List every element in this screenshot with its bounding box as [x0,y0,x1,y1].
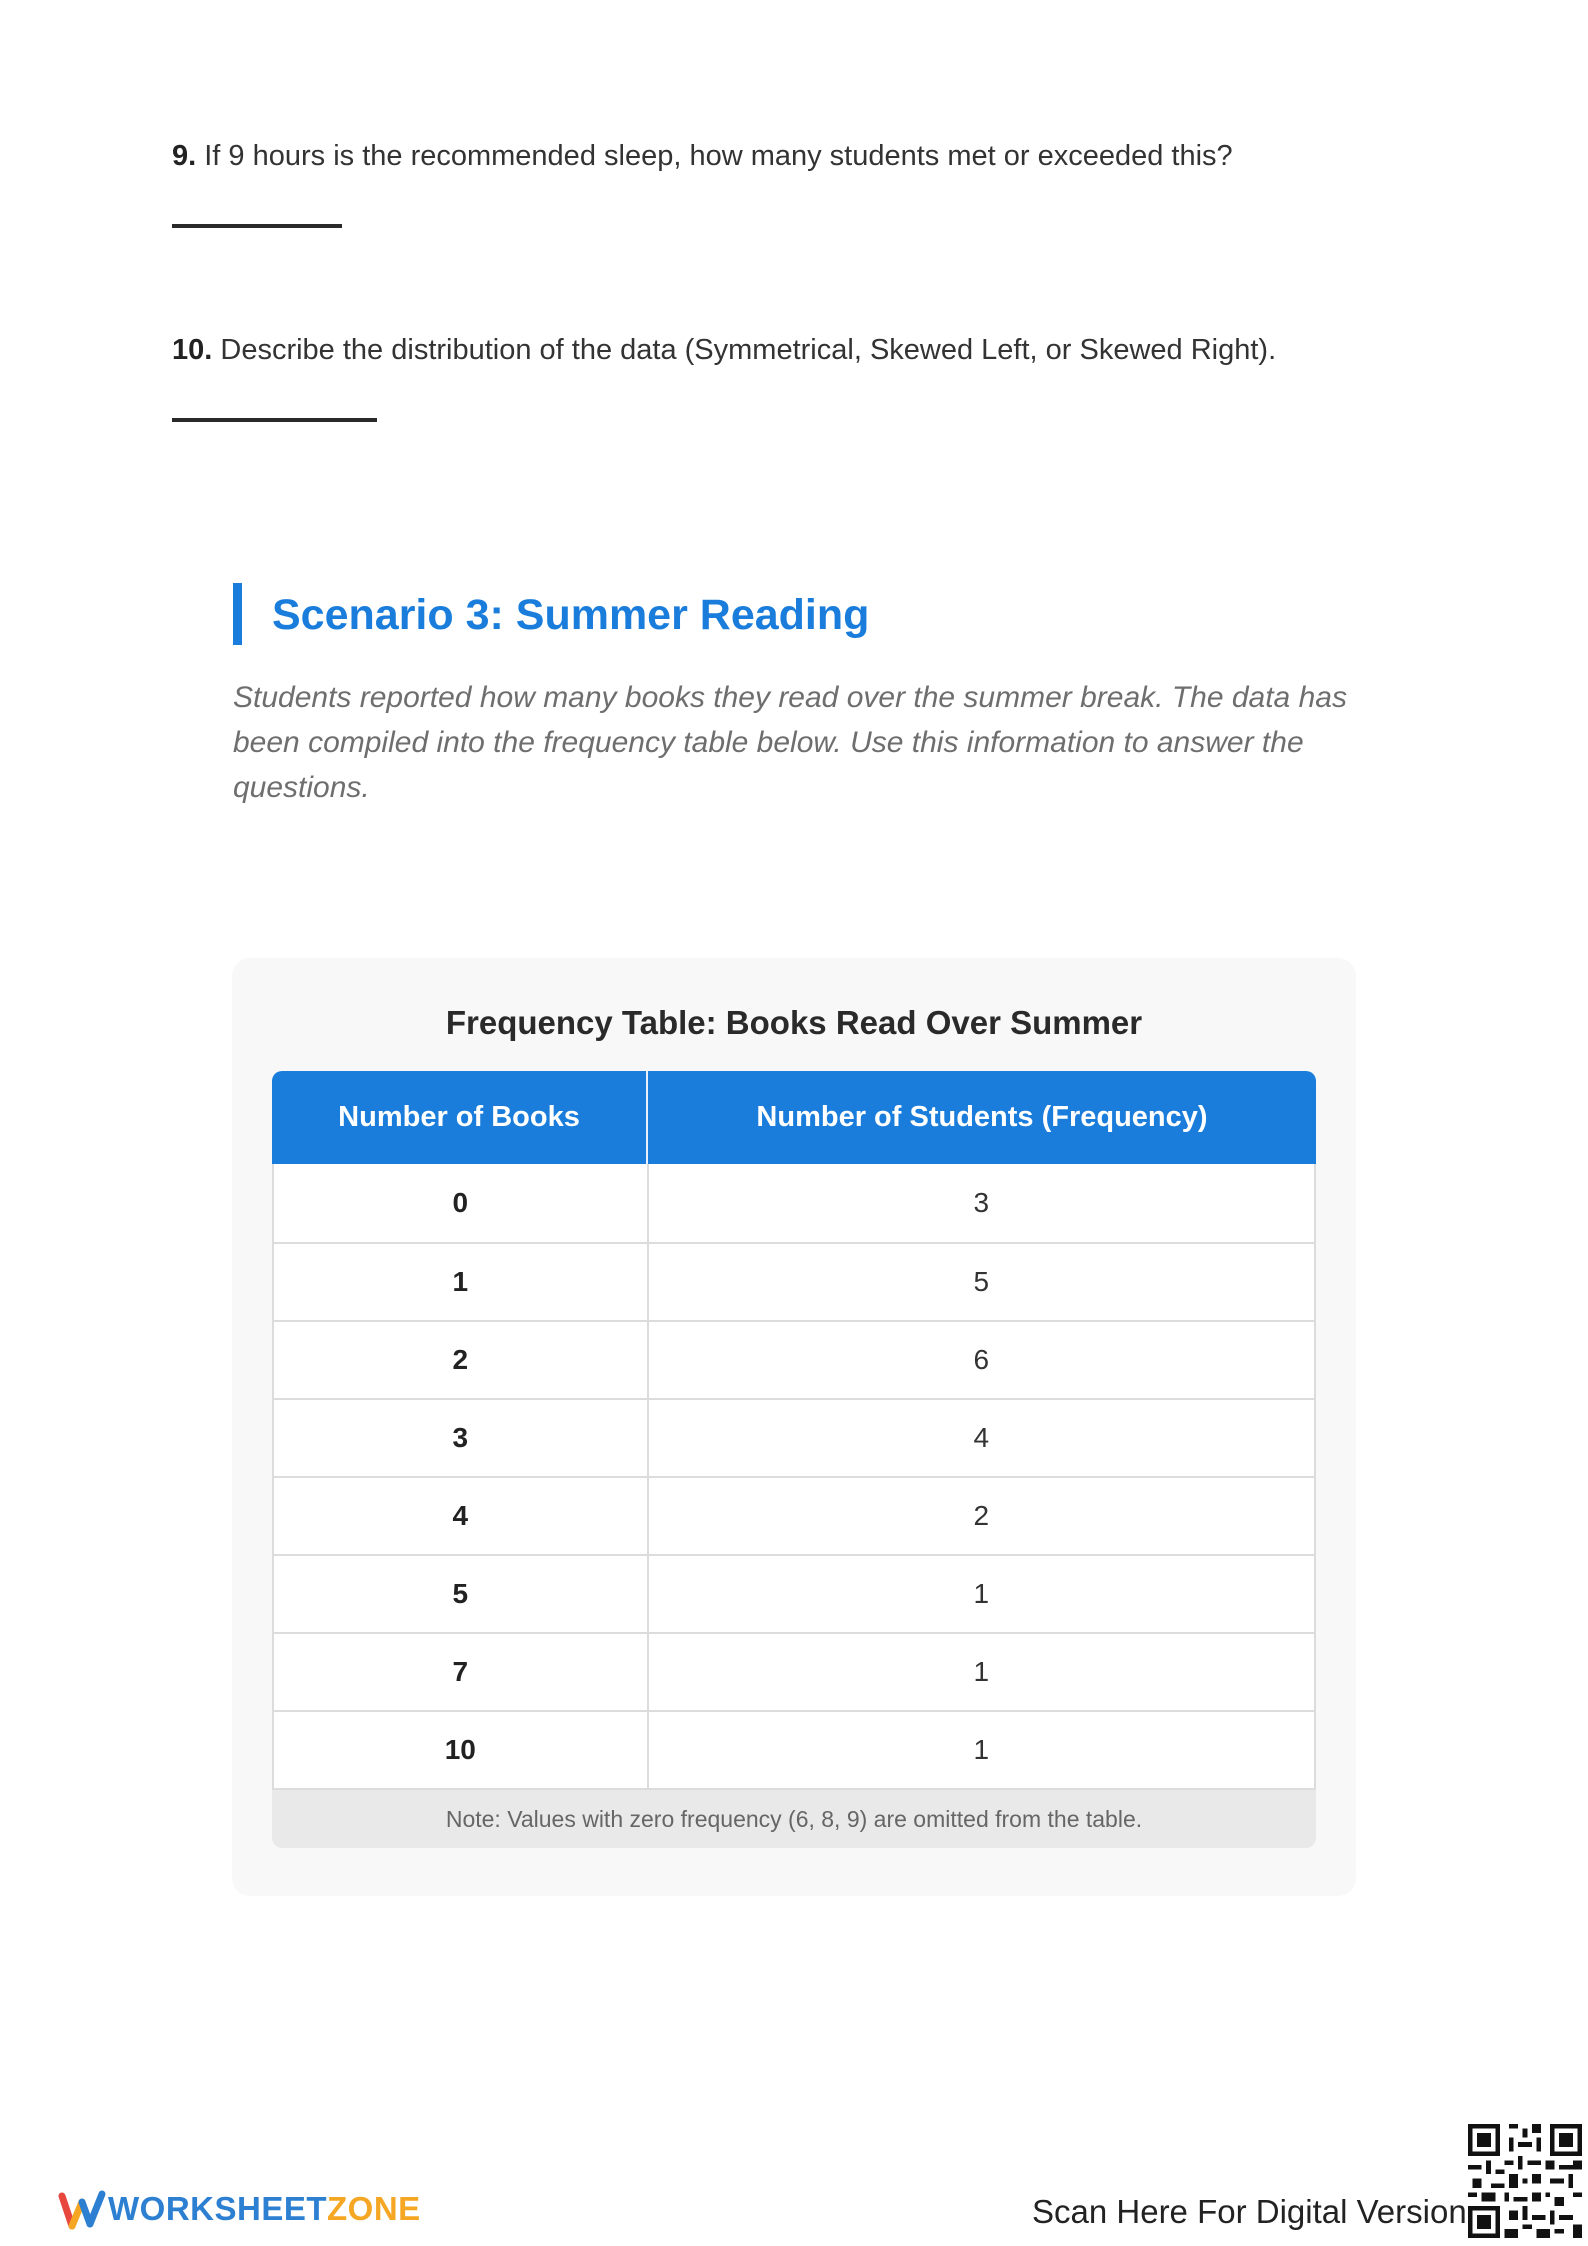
question-10 [172,330,1276,370]
frequency-cell: 4 [973,1422,990,1453]
frequency-cell: 1 [973,1578,990,1609]
scenario-intro: Students reported how many books they read over the summer break. The data has been compiled into the frequency table below. Use this information to answer the questions. [233,681,1347,804]
frequency-cell: 1 [973,1734,990,1765]
answer-line-10[interactable] [172,418,377,422]
brand-name [108,2189,421,2229]
books-cell: 10 [274,1712,649,1788]
table-row [274,1320,1314,1398]
answer-line-9[interactable] [172,224,342,228]
table-row [274,1476,1314,1554]
table-row [274,1632,1314,1710]
table-row [274,1554,1314,1632]
books-cell: 4 [274,1478,649,1554]
table-row [274,1242,1314,1320]
header-number-of-books: Number of Books [272,1071,648,1164]
scan-text: Scan Here For Digital Version [1032,2193,1467,2230]
table-title: Frequency Table: Books Read Over Summer [445,1004,1143,1041]
table-row [274,1398,1314,1476]
worksheetzone-logo-icon [58,2184,108,2234]
frequency-cell: 6 [973,1344,990,1375]
books-cell: 3 [274,1400,649,1476]
table-note: Note: Values with zero frequency (6, 8, 9) are omitted from the table. [272,1790,1316,1848]
qr-code-icon[interactable] [1468,2124,1582,2238]
table-header [272,1071,1316,1164]
table-body [272,1164,1316,1790]
books-cell: 7 [274,1634,649,1710]
question-9 [172,136,1233,176]
frequency-cell: 2 [973,1500,990,1531]
brand-part-2: ZONE [327,2190,421,2227]
question-number: 10. [172,334,213,366]
books-cell: 5 [274,1556,649,1632]
frequency-cell: 5 [973,1266,990,1297]
question-text: If 9 hours is the recommended sleep, how many students met or exceeded this? [196,140,1233,172]
question-number: 9. [172,140,197,172]
frequency-table [272,1071,1316,1848]
scenario-accent-bar [233,583,242,645]
table-row [274,1710,1314,1788]
table-row [274,1164,1314,1242]
books-cell: 1 [274,1244,649,1320]
books-cell: 2 [274,1322,649,1398]
question-text: Describe the distribution of the data (Symmetrical, Skewed Left, or Skewed Right). [212,334,1277,366]
brand-part-1: WORKSHEET [108,2190,327,2227]
frequency-cell: 3 [973,1187,990,1218]
scenario-title: Scenario 3: Summer Reading [272,591,870,639]
books-cell: 0 [274,1164,649,1242]
header-frequency: Number of Students (Frequency) [756,1101,1208,1133]
frequency-cell: 1 [973,1656,990,1687]
